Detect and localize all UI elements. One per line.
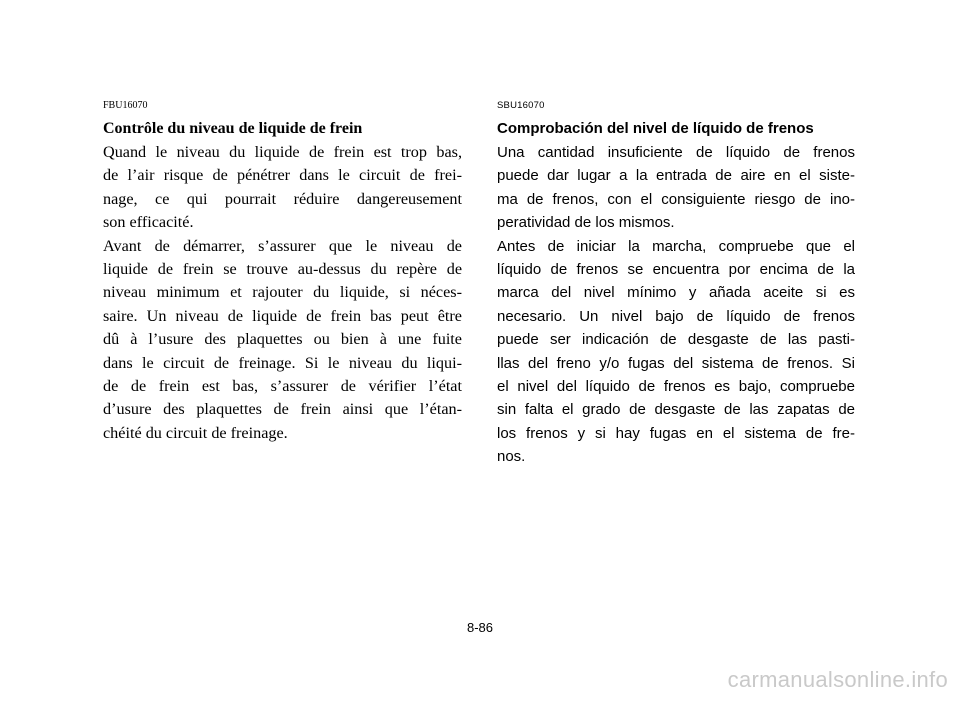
text-line: nos.: [497, 448, 526, 466]
text-line: los frenos y si hay fugas en el sistema de fre-: [497, 424, 855, 442]
text-line: líquido de frenos se encuentra por encima de la: [497, 260, 855, 278]
text-line: niveau minimum et rajouter du liquide, si néces-: [103, 283, 462, 302]
text-line: ma de frenos, con el consiguiente riesgo de ino-: [497, 190, 855, 208]
text-line: Una cantidad insuficiente de líquido de frenos: [497, 144, 855, 161]
text-line: dû à l’usure des plaquettes ou bien à une fuite: [103, 330, 462, 349]
section-code: SBU16070: [497, 100, 545, 111]
text-line: liquide de frein se trouve au-dessus du repère de: [103, 259, 462, 278]
paragraph: [497, 141, 855, 235]
text-line: son efficacité.: [103, 213, 194, 232]
text-line: de de frein est bas, s’assurer de vérifier l’état: [103, 376, 462, 395]
section-heading: Comprobación del nivel de líquido de frenos: [497, 120, 814, 137]
text-line: chéité du circuit de freinage.: [103, 423, 288, 442]
watermark-text: carmanualsonline.info: [727, 667, 948, 692]
section-code: FBU16070: [103, 100, 148, 111]
paragraph: [103, 141, 462, 235]
text-line: Quand le niveau du liquide de frein est trop bas,: [103, 143, 462, 161]
text-line: dans le circuit de freinage. Si le niveau du liqui-: [103, 353, 462, 372]
spanish-column: [497, 99, 855, 468]
text-line: d’usure des plaquettes de frein ainsi que l’étan-: [103, 400, 462, 419]
text-line: nage, ce qui pourrait réduire dangereusement: [103, 189, 462, 208]
french-column: [103, 99, 462, 445]
text-line: puede dar lugar a la entrada de aire en el siste-: [497, 167, 855, 185]
text-line: peratividad de los mismos.: [497, 214, 675, 232]
text-line: puede ser indicación de desgaste de las pasti-: [497, 331, 855, 349]
paragraph: [103, 235, 462, 446]
text-line: llas del freno y/o fugas del sistema de frenos. Si: [497, 354, 855, 372]
text-line: sin falta el grado de desgaste de las zapatas de: [497, 401, 855, 419]
text-line: necesario. Un nivel bajo de líquido de frenos: [497, 307, 855, 325]
text-line: Antes de iniciar la marcha, compruebe que el: [497, 237, 855, 255]
paragraph: [497, 235, 855, 469]
page-number: 8-86: [466, 620, 494, 635]
text-line: marca del nivel mínimo y añada aceite si es: [497, 284, 855, 302]
text-line: de l’air risque de pénétrer dans le circuit de frei-: [103, 166, 462, 185]
text-line: Avant de démarrer, s’assurer que le niveau de: [103, 236, 462, 255]
text-line: el nivel del líquido de frenos es bajo, compruebe: [497, 377, 855, 395]
section-heading: Contrôle du niveau de liquide de frein: [103, 120, 363, 137]
text-line: saire. Un niveau de liquide de frein bas peut être: [103, 306, 462, 325]
